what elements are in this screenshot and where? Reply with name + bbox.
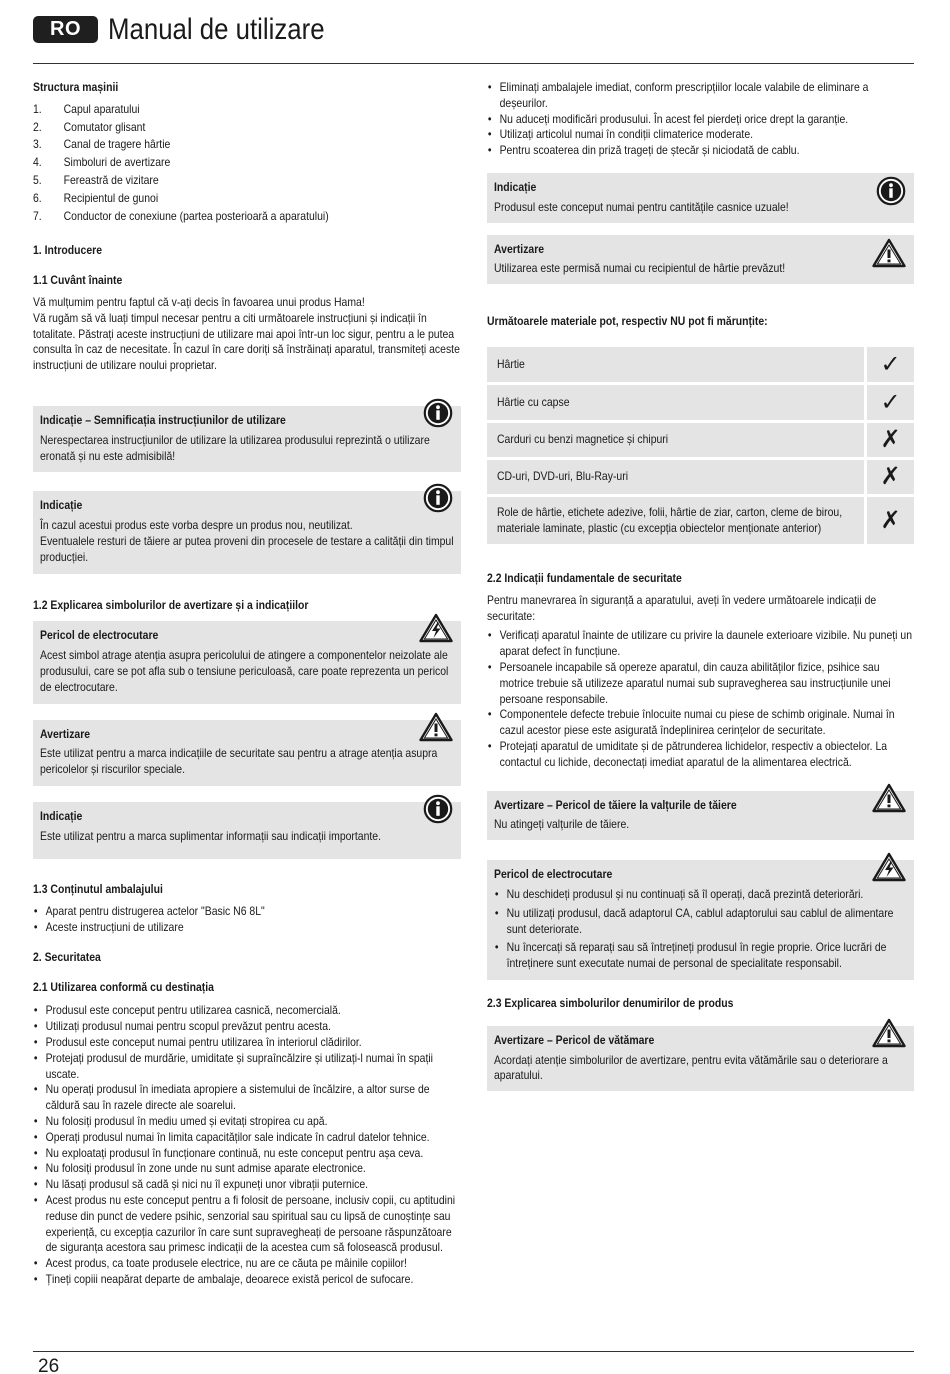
list-item: • Protejați aparatul de umiditate și de pătrunderea lichidelor, respectiv a obiectelor. La contactul cu lichide, deconectați imediat aparatul de la alimentarea electrică.: [487, 739, 914, 771]
list-item: • Nu operați produsul în imediata apropiere a sistemului de încălzire, a altor surse de căldură sau în razele directe ale soarelui.: [33, 1082, 461, 1114]
safety-list-continued: [487, 80, 914, 159]
header-rule: [33, 63, 914, 64]
list-item: 1. Capul aparatului: [33, 102, 140, 116]
table-row: [487, 497, 914, 547]
box-title: Avertizare – Pericol de tăiere la valțurile de tăiere: [494, 798, 737, 812]
note-box-new-product: [33, 491, 461, 573]
info-icon: [423, 398, 453, 428]
introduction-heading: 1. Introducere: [33, 244, 103, 258]
box-text: Nu atingeți valțurile de tăiere.: [494, 818, 630, 832]
box-text: Eventualele resturi de tăiere ar putea proveni din procesele de testare a calității din timpul producției.: [40, 534, 454, 564]
warning-icon: [419, 712, 453, 742]
danger-box-electrocution: [33, 621, 461, 703]
list-item: • Nu utilizați produsul, dacă adaptorul CA, cablul adaptorului sau cablul de alimentare sunt deteriorate.: [494, 906, 907, 938]
box-title: Pericol de electrocutare: [40, 629, 159, 643]
foreword-heading: 1.1 Cuvânt înainte: [33, 274, 123, 288]
foreword-line: Vă mulțumim pentru faptul că v-ați decis în favoarea unui produs Hama!: [33, 295, 365, 309]
box-text: Este utilizat pentru a marca suplimentar informații sau indicații importante.: [40, 829, 382, 843]
note-box-instructions: [33, 406, 461, 472]
list-item: • Nu folosiți produsul în zone unde nu sunt admise aparate electronice.: [33, 1161, 461, 1177]
left-column: [33, 80, 461, 1288]
warning-box-injury: [487, 1026, 914, 1091]
list-item: • Eliminați ambalajele imediat, conform prescripțiilor locale valabile de eliminare a deșeurilor.: [487, 80, 914, 112]
box-text: Acest simbol atrage atenția asupra pericolului de atingere a componentelor neizolate ale produsului, care se pot afla sub o tensiune periculoasă, care poate reprezenta un pericol de electrocutare.: [40, 649, 449, 694]
info-icon: [876, 176, 906, 206]
material-label: Hârtie cu capse: [497, 395, 570, 409]
list-item: • Operați produsul numai în limita capacităților sale indicate în cadrul datelor tehnice.: [33, 1130, 461, 1146]
not-allowed-cross-icon: ✗: [867, 497, 914, 547]
list-item: • Nu exploatați produsul în funcționare continuă, nu este conceput pentru așa ceva.: [33, 1146, 461, 1162]
info-icon: [423, 794, 453, 824]
language-badge: RO: [33, 16, 98, 43]
material-label: Carduri cu benzi magnetice și chipuri: [497, 433, 669, 447]
info-icon: [423, 483, 453, 513]
fundamental-heading: 2.2 Indicații fundamentale de securitate: [487, 572, 682, 585]
material-label: CD-uri, DVD-uri, Blu-Ray-uri: [497, 470, 629, 484]
note-box-symbol: [33, 802, 461, 859]
warning-box: [33, 720, 461, 786]
fundamental-intro: Pentru manevrarea în siguranță a aparatului, aveți în vedere următoarele indicații de securitate:: [487, 593, 877, 623]
box-title: Pericol de electrocutare: [494, 868, 613, 882]
box-text: Acordați atenție simbolurilor de avertizare, pentru evita vătămările sau o deteriorare a aparatului.: [494, 1053, 888, 1083]
table-row: [487, 385, 914, 423]
table-row: [487, 423, 914, 460]
list-item: 4. Simboluri de avertizare: [33, 156, 171, 170]
warning-box-cutting: [487, 791, 914, 841]
box-text: Produsul este conceput numai pentru cantitățile casnice uzuale!: [494, 200, 789, 214]
structure-heading: Structura mașinii: [33, 81, 119, 94]
package-heading: 1.3 Conținutul ambalajului: [33, 882, 163, 896]
list-item: • Verificați aparatul înainte de utilizare cu privire la daunele exterioare vizibile. Nu puneți un aparat defect în funcțiune.: [487, 628, 914, 660]
box-title: Avertizare – Pericol de vătămare: [494, 1033, 655, 1047]
list-item: • Utilizați articolul numai în condiții climaterice moderate.: [487, 127, 914, 143]
not-allowed-cross-icon: ✗: [867, 423, 914, 460]
material-label: Role de hârtie, etichete adezive, folii, hârtie de ziar, carton, cleme de birou, materiale laminate, plastic (cu excepția obiectelor menționate anterior): [497, 505, 843, 535]
foreword-paragraph: Vă rugăm să vă luați timpul necesar pentru a citi următoarele instrucțiuni și indicații în totalitate. Păstrați aceste instrucțiuni de utilizare mai apoi într-un loc sigur, pentru a le putea consulta în caz de necesitate. În cazul în care doriți să înstrăinați aparatul, transmiteți aceste instrucțiuni de utilizare noului proprietar.: [33, 311, 460, 373]
danger-box-electrocution-safety: [487, 860, 914, 980]
right-column-lower: [487, 571, 914, 1091]
box-text: Utilizarea este permisă numai cu recipientul de hârtie prevăzut!: [494, 262, 786, 276]
box-text: Este utilizat pentru a marca indicațiile de securitate sau pentru a atrage atenția asupra pericolelor și riscurilor speciale.: [40, 747, 438, 777]
list-item: • Produsul este conceput numai pentru utilizarea în interiorul clădirilor.: [33, 1035, 461, 1051]
note-box-household: [487, 173, 914, 223]
list-item: • Nu deschideți produsul și nu continuați să îl operați, dacă prezintă deteriorări.: [494, 887, 907, 903]
intended-use-list: [33, 1003, 461, 1287]
list-item: • Pentru scoaterea din priză trageți de ștecăr și niciodată de cablu.: [487, 143, 914, 159]
box-title: Avertizare: [40, 727, 91, 741]
list-item: • Aparat pentru distrugerea actelor "Basic N6 8L": [33, 904, 461, 920]
electrocution-list: [494, 887, 907, 972]
warning-icon: [872, 1018, 906, 1048]
table-row: [487, 460, 914, 497]
intended-use-heading: 2.1 Utilizarea conformă cu destinația: [33, 980, 214, 994]
electric-hazard-icon: [872, 852, 906, 882]
list-item: • Nu folosiți produsul în mediu umed și evitați stropirea cu apă.: [33, 1114, 461, 1130]
list-item: 2. Comutator glisant: [33, 120, 146, 134]
symbols-heading: 1.2 Explicarea simbolurilor de avertizare și a indicațiilor: [33, 598, 309, 612]
allowed-check-icon: ✓: [867, 385, 914, 423]
list-item: 7. Conductor de conexiune (partea posterioară a aparatului): [33, 209, 329, 223]
warning-icon: [872, 238, 906, 268]
list-item: • Utilizați produsul numai pentru scopul prevăzut pentru acesta.: [33, 1019, 461, 1035]
list-item: • Protejați produsul de murdărie, umiditate și supraîncălzire și utilizați-l numai în spații uscate.: [33, 1051, 461, 1083]
box-text: În cazul acestui produs este vorba despre un produs nou, neutilizat.: [40, 519, 353, 533]
list-item: • Componentele defecte trebuie înlocuite numai cu piese de schimb originale. Numai în cazul acestor piese este asigurată îndeplinirea cerințelor de securitate.: [487, 707, 914, 739]
list-item: 3. Canal de tragere hârtie: [33, 138, 171, 152]
list-item: • Acest produs nu este conceput pentru a fi folosit de persoane, inclusiv copii, cu aptitudini reduse din punct de vedere psihic, senzorial sau spiritual sau cu lipsă de cunoștințe sau experiență, cu excepția cazurilor în care sunt supravegheați de persoane răspunzătoare de siguranța acestora sau primesc indicații de la acestea cum să folosească produsul.: [33, 1193, 461, 1256]
box-title: Indicație: [40, 809, 83, 823]
materials-table: [487, 347, 914, 547]
material-label: Hârtie: [497, 357, 525, 371]
page-number: 26: [38, 1356, 60, 1374]
list-item: • Țineți copiii neapărat departe de ambalaje, deoarece există pericol de sufocare.: [33, 1272, 461, 1288]
list-item: • Acest produs, ca toate produsele electrice, nu are ce căuta pe mâinile copiilor!: [33, 1256, 461, 1272]
list-item: • Nu aduceți modificări produsului. În acest fel pierdeți orice drept la garanție.: [487, 112, 914, 128]
list-item: • Persoanele incapabile să opereze aparatul, din cauza abilităților fizice, psihice sau motrice trebuie să utilizeze aparatul numai sub supravegherea sau instrucțiunile unei persoane responsabile.: [487, 660, 914, 707]
list-item: • Aceste instrucțiuni de utilizare: [33, 920, 461, 936]
list-item: • Produsul este conceput pentru utilizarea casnică, necomercială.: [33, 1003, 461, 1019]
box-title: Indicație: [40, 499, 83, 513]
package-list: [33, 904, 461, 936]
box-title: Indicație – Semnificația instrucțiunilor de utilizare: [40, 413, 286, 427]
page-title: Manual de utilizare: [108, 13, 325, 46]
list-item: • Nu lăsați produsul să cadă și nici nu îl expuneți unor vibrații puternice.: [33, 1177, 461, 1193]
footer-rule: [33, 1351, 914, 1352]
safety-heading: 2. Securitatea: [33, 950, 101, 964]
structure-list: [33, 101, 461, 226]
list-item: 5. Fereastră de vizitare: [33, 173, 159, 187]
list-item: • Nu încercați să reparați sau să întrețineți produsul în regie proprie. Orice lucrări de întreținere sunt executate numai de personal de specialitate responsabil.: [494, 940, 907, 972]
table-row: [487, 347, 914, 385]
allowed-check-icon: ✓: [867, 347, 914, 385]
materials-heading: Următoarele materiale pot, respectiv NU pot fi mărunțite:: [487, 315, 768, 329]
box-text: Nerespectarea instrucțiunilor de utilizare la utilizarea produsului reprezintă o utilizare eronată și nu este admisibilă!: [40, 433, 430, 463]
box-title: Avertizare: [494, 242, 545, 256]
warning-icon: [872, 783, 906, 813]
warning-box-container: [487, 235, 914, 285]
list-item: 6. Recipientul de gunoi: [33, 191, 159, 205]
electric-hazard-icon: [419, 613, 453, 643]
right-column: [487, 80, 914, 330]
product-symbols-heading: 2.3 Explicarea simbolurilor denumirilor de produs: [487, 996, 734, 1010]
not-allowed-cross-icon: ✗: [867, 460, 914, 497]
fundamental-list: [487, 628, 914, 770]
box-title: Indicație: [494, 180, 537, 194]
